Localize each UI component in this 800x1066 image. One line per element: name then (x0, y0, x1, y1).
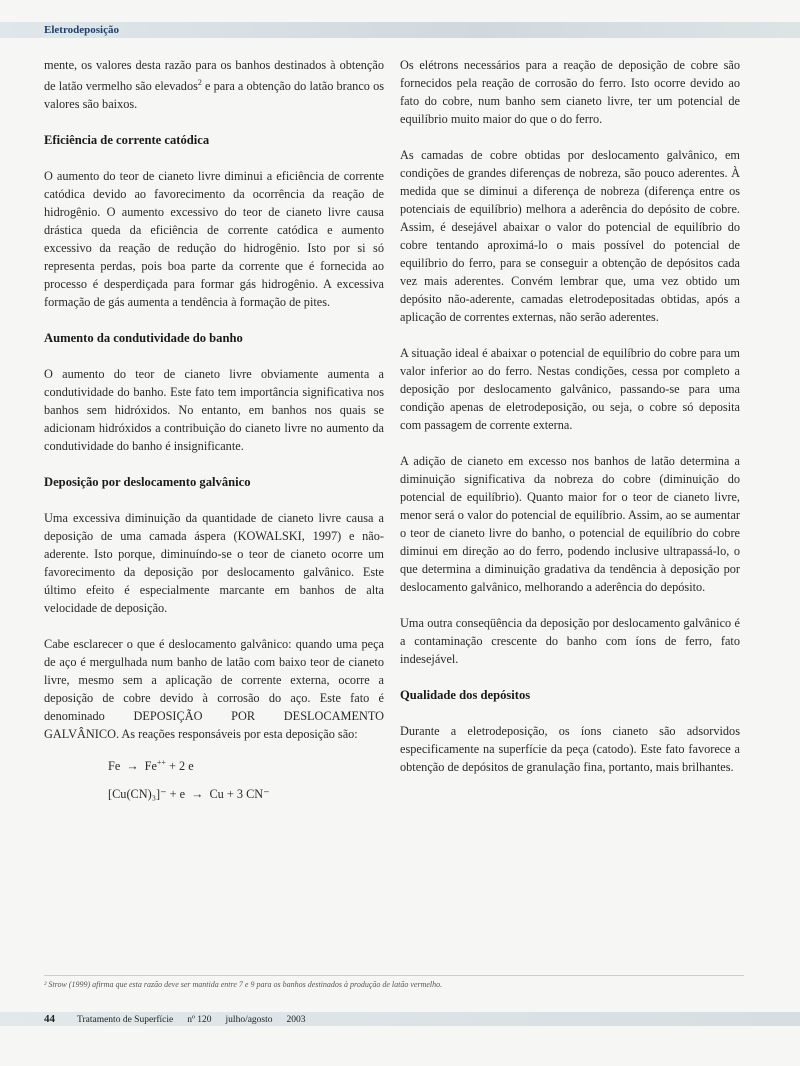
paragraph-text: e para a obtenção do latão branco os valores são baixos. (44, 79, 384, 112)
reaction-arrow: → (126, 759, 139, 774)
heading-galvanic-displacement: Deposição por deslocamento galvânico (44, 475, 251, 490)
page-number: 44 (44, 1013, 55, 1025)
paragraph: O aumento do teor de cianeto livre obviamente aumenta a condutividade do banho. Este fato tem importância significativa nos banhos sem hidróxidos. No entanto, em banhos nos quais se adicionam hidróxidos a contribuição do cianeto livre no aumento da condutividade do banho é insignificante. (44, 367, 384, 454)
paragraph: O aumento do teor de cianeto livre diminui a eficiência de corrente catódica devido ao favorecimento da ocorrência da reação de hidrogênio. O aumento excessivo do teor de cianeto livre causa drástica queda da eficiência de corrente catódica e aumento excessivo da reação de redução do hidrogênio. Isto por si só representa perdas, pois boa parte da corrente que é fornecida ao processo é desperdiçada para formar gás hidrogênio. A excessiva formação de gás aumenta a tendência à formação de pites. (44, 169, 384, 310)
section-title: Eletrodeposição (44, 24, 119, 36)
paragraph: A situação ideal é abaixar o potencial de equilíbrio do cobre para um valor inferior ao do ferro. Nestas condições, cessa por completo a deposição por deslocamento galvânico, passando-se para uma condição apenas de eletrodeposição, ou seja, o cobre só deposita com passagem de corrente externa. (400, 346, 740, 432)
heading-deposit-quality: Qualidade dos depósitos (400, 688, 531, 702)
paragraph: Uma excessiva diminuição da quantidade de cianeto livre causa a deposição de uma camada áspera (KOWALSKI, 1997) e não-aderente. Isto porque, diminuíndo-se o teor de cianeto ocorre um favorecimento da deposição por deslocamento galvânico. Este último efeito é especialmente marcante em banhos de alta velocidade de deposição. (44, 511, 384, 616)
page-footer (44, 1012, 306, 1026)
equation-rhs-tail: + 2 e (165, 759, 194, 774)
equation-rhs: Fe (144, 759, 157, 774)
footnote-ref: 2 (197, 78, 202, 87)
heading-conductivity: Aumento da condutividade do banho (44, 331, 243, 346)
journal-name: Tratamento de Superfície (77, 1015, 174, 1025)
left-column (44, 56, 384, 808)
paragraph: As camadas de cobre obtidas por deslocamento galvânico, em condições de grandes diferenças de nobreza, são pouco aderentes. À medida que se diminui a diferença de nobreza (diferença entre os potenciais de equilíbrio) melhora a aderência do depósito de cobre. Assim, é desejável abaixar o valor do potencial de equilíbrio do cobre tentando aproximá-lo o mais possível do potencial de equilíbrio do ferro, para se conseguir a obtenção de depósitos cada vez mais aderentes. Convém lembrar que, uma vez obtido um depósito não-aderente, camadas eletrodepositadas obtidas, após a aplicação de correntes externas, não serão aderentes. (400, 148, 740, 324)
issue-month: julho/agosto (225, 1015, 273, 1025)
issue-year: 2003 (286, 1015, 306, 1025)
paragraph (44, 56, 384, 113)
equation-1 (108, 749, 384, 780)
paragraph-text: mente, os valores desta razão para os banhos destinados à obtenção de latão vermelho são elevados (44, 58, 384, 94)
equation-lhs: Fe (108, 759, 121, 774)
paragraph: A adição de cianeto em excesso nos banhos de latão determina a diminuição significativa da nobreza do cobre (diminuição do potencial de equilíbrio). Quanto maior for o teor de cianeto livre, menor será o valor do potencial de equilíbrio. Assim, ao se aumentar o teor de cianeto livre do banho, o potencial de equilíbrio do cobre diminui em direção ao do ferro, podendo inclusive ultrapassá-lo, o que determina a diminuição gradativa da tendência à deposição por deslocamento galvânico, melhorando a aderência do depósito. (400, 454, 740, 594)
footnote-divider (44, 975, 744, 976)
paragraph: Cabe esclarecer o que é deslocamento galvânico: quando uma peça de aço é mergulhada num banho de latão com baixo teor de cianeto livre, mesmo sem a aplicação de corrente externa, ocorre a deposição de cobre devido à corrosão do aço. Este fato é denominado DEPOSIÇÃO POR DESLOCAMENTO GALVÂNICO. As reações responsáveis por esta deposição são: (44, 637, 384, 742)
equation-lhs: [Cu(CN)₃]⁻ + e (108, 787, 186, 802)
equation-rhs: Cu + 3 CN⁻ (209, 787, 270, 802)
right-column (400, 56, 740, 794)
equation-2 (108, 780, 384, 808)
reaction-arrow: → (191, 787, 204, 802)
paragraph: Os elétrons necessários para a reação de deposição de cobre são fornecidos pela reação de corrosão do ferro. Isto ocorre devido ao fato do cobre, num banho sem cianeto livre, ter um potencial de equilíbrio muito maior do que o do ferro. (400, 58, 740, 126)
paragraph: Durante a eletrodeposição, os íons cianeto são adsorvidos especificamente na superfície da peça (catodo). Este fato favorece a obtenção de depósitos de granulação fina, portanto, mais brilhantes. (400, 724, 740, 774)
paragraph: Uma outra conseqüência da deposição por deslocamento galvânico é a contaminação crescente do banho com íons de ferro, fato indesejável. (400, 616, 740, 666)
charge: ++ (156, 758, 166, 768)
header-band (0, 22, 800, 38)
heading-cathodic-efficiency: Eficiência de corrente catódica (44, 133, 210, 148)
issue-number: nº 120 (187, 1015, 212, 1025)
footnote: ² Strow (1999) afirma que esta razão deve ser mantida entre 7 e 9 para os banhos destinados à produção de latão vermelho. (44, 980, 443, 989)
